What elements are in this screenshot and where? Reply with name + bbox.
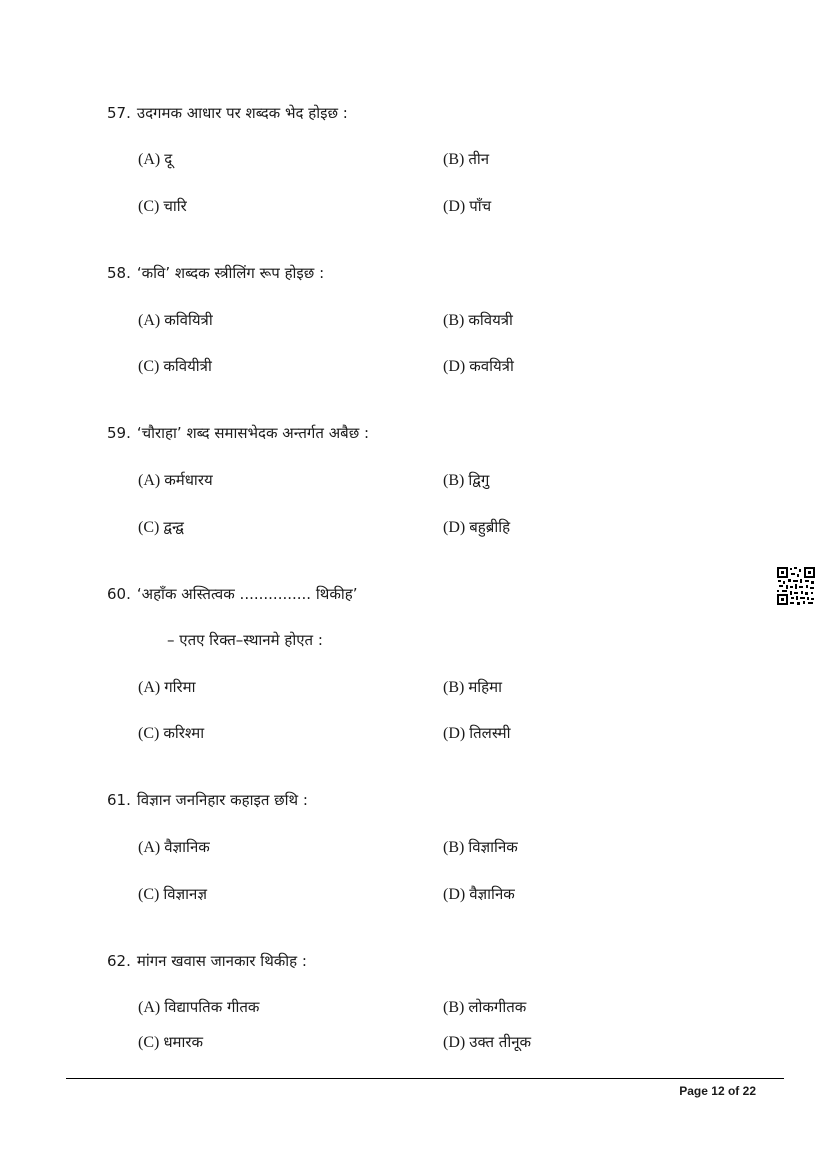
option-text: कर्मधारय	[164, 471, 213, 489]
question-text: ‘चौराहा’ शब्द समासभेदक अन्तर्गत अबैछ :	[136, 424, 370, 442]
option-60-b[interactable]	[443, 677, 502, 697]
page-word: Page	[679, 1084, 708, 1098]
option-61-b[interactable]	[443, 837, 518, 857]
option-text: दू	[164, 150, 173, 168]
option-text: महिमा	[468, 678, 503, 696]
option-57-b[interactable]	[443, 149, 489, 169]
option-text: द्विगु	[468, 471, 490, 489]
question-number: 62.	[107, 952, 131, 970]
option-text: कवयित्री	[469, 357, 514, 375]
option-label: (A)	[138, 839, 161, 856]
option-label: (D)	[443, 519, 466, 536]
option-62-d[interactable]	[443, 1032, 531, 1052]
option-57-a[interactable]	[138, 149, 172, 169]
option-label: (A)	[138, 999, 161, 1016]
option-text: तिलस्मी	[469, 724, 511, 742]
option-text: कवियीत्री	[163, 357, 212, 375]
option-label: (D)	[443, 358, 466, 375]
question-number: 58.	[107, 264, 131, 282]
question-text: ‘अहाँक अस्तित्वक ............... थिकीह’	[136, 585, 358, 603]
question-57	[107, 103, 348, 123]
option-59-d[interactable]	[443, 517, 510, 537]
option-60-d[interactable]	[443, 723, 511, 743]
option-text: चारि	[163, 197, 187, 215]
question-text: मांगन खवास जानकार थिकीह :	[136, 952, 307, 970]
option-text: कवियित्री	[164, 311, 213, 329]
page-number	[679, 1084, 756, 1098]
option-label: (B)	[443, 312, 465, 329]
option-62-c[interactable]	[138, 1032, 203, 1052]
option-62-b[interactable]	[443, 997, 526, 1017]
question-61	[107, 790, 308, 810]
question-58	[107, 263, 324, 283]
option-58-d[interactable]	[443, 356, 514, 376]
option-text: द्वन्द्व	[163, 518, 184, 536]
option-text: तीन	[468, 150, 490, 168]
question-62	[107, 951, 307, 971]
option-57-d[interactable]	[443, 196, 491, 216]
option-text: धमारक	[163, 1033, 204, 1051]
option-60-c[interactable]	[138, 723, 204, 743]
option-text: गरिमा	[164, 678, 196, 696]
question-text: विज्ञान जननिहार कहाइत छथि :	[136, 791, 308, 809]
option-label: (B)	[443, 679, 465, 696]
option-text: बहुब्रीहि	[469, 518, 511, 536]
option-label: (B)	[443, 839, 465, 856]
question-number: 61.	[107, 791, 131, 809]
option-59-a[interactable]	[138, 470, 213, 490]
option-text: विज्ञानिक	[468, 838, 518, 856]
page-total: 22	[742, 1084, 756, 1098]
qr-code-icon	[776, 566, 816, 606]
option-label: (A)	[138, 472, 161, 489]
option-57-c[interactable]	[138, 196, 187, 216]
option-text: विद्यापतिक गीतक	[164, 998, 260, 1016]
footer-divider	[66, 1078, 784, 1079]
option-label: (B)	[443, 999, 465, 1016]
option-text: वैज्ञानिक	[469, 885, 515, 903]
option-text: लोकगीतक	[468, 998, 527, 1016]
question-number: 59.	[107, 424, 131, 442]
option-61-d[interactable]	[443, 884, 515, 904]
option-61-c[interactable]	[138, 884, 207, 904]
option-text: पाँच	[469, 197, 492, 215]
option-62-a[interactable]	[138, 997, 259, 1017]
question-number: 60.	[107, 585, 131, 603]
option-label: (D)	[443, 1034, 466, 1051]
option-text: करिश्मा	[163, 724, 205, 742]
option-58-c[interactable]	[138, 356, 212, 376]
option-text: उक्त तीनूक	[469, 1033, 532, 1051]
option-label: (D)	[443, 886, 466, 903]
page-current: 12	[711, 1084, 725, 1098]
option-59-c[interactable]	[138, 517, 184, 537]
question-60-subtext: – एतए रिक्त–स्थानमे होएत :	[167, 631, 323, 649]
option-label: (D)	[443, 198, 466, 215]
option-label: (C)	[138, 886, 160, 903]
option-58-b[interactable]	[443, 310, 513, 330]
question-59	[107, 423, 369, 443]
option-label: (A)	[138, 679, 161, 696]
option-label: (C)	[138, 519, 160, 536]
option-label: (D)	[443, 725, 466, 742]
option-label: (C)	[138, 1034, 160, 1051]
option-text: वैज्ञानिक	[164, 838, 210, 856]
question-text: ‘कवि’ शब्दक स्त्रीलिंग रूप होइछ :	[136, 264, 325, 282]
option-label: (C)	[138, 725, 160, 742]
question-text: उदगमक आधार पर शब्दक भेद होइछ :	[136, 104, 348, 122]
of-word: of	[727, 1084, 740, 1098]
question-number: 57.	[107, 104, 131, 122]
option-text: कवियत्री	[468, 311, 513, 329]
option-60-a[interactable]	[138, 677, 196, 697]
option-58-a[interactable]	[138, 310, 213, 330]
option-label: (C)	[138, 358, 160, 375]
option-label: (C)	[138, 198, 160, 215]
option-59-b[interactable]	[443, 470, 489, 490]
option-label: (B)	[443, 151, 465, 168]
option-label: (A)	[138, 151, 161, 168]
option-label: (B)	[443, 472, 465, 489]
option-label: (A)	[138, 312, 161, 329]
question-60	[107, 584, 357, 604]
option-61-a[interactable]	[138, 837, 210, 857]
option-text: विज्ञानज्ञ	[163, 885, 207, 903]
